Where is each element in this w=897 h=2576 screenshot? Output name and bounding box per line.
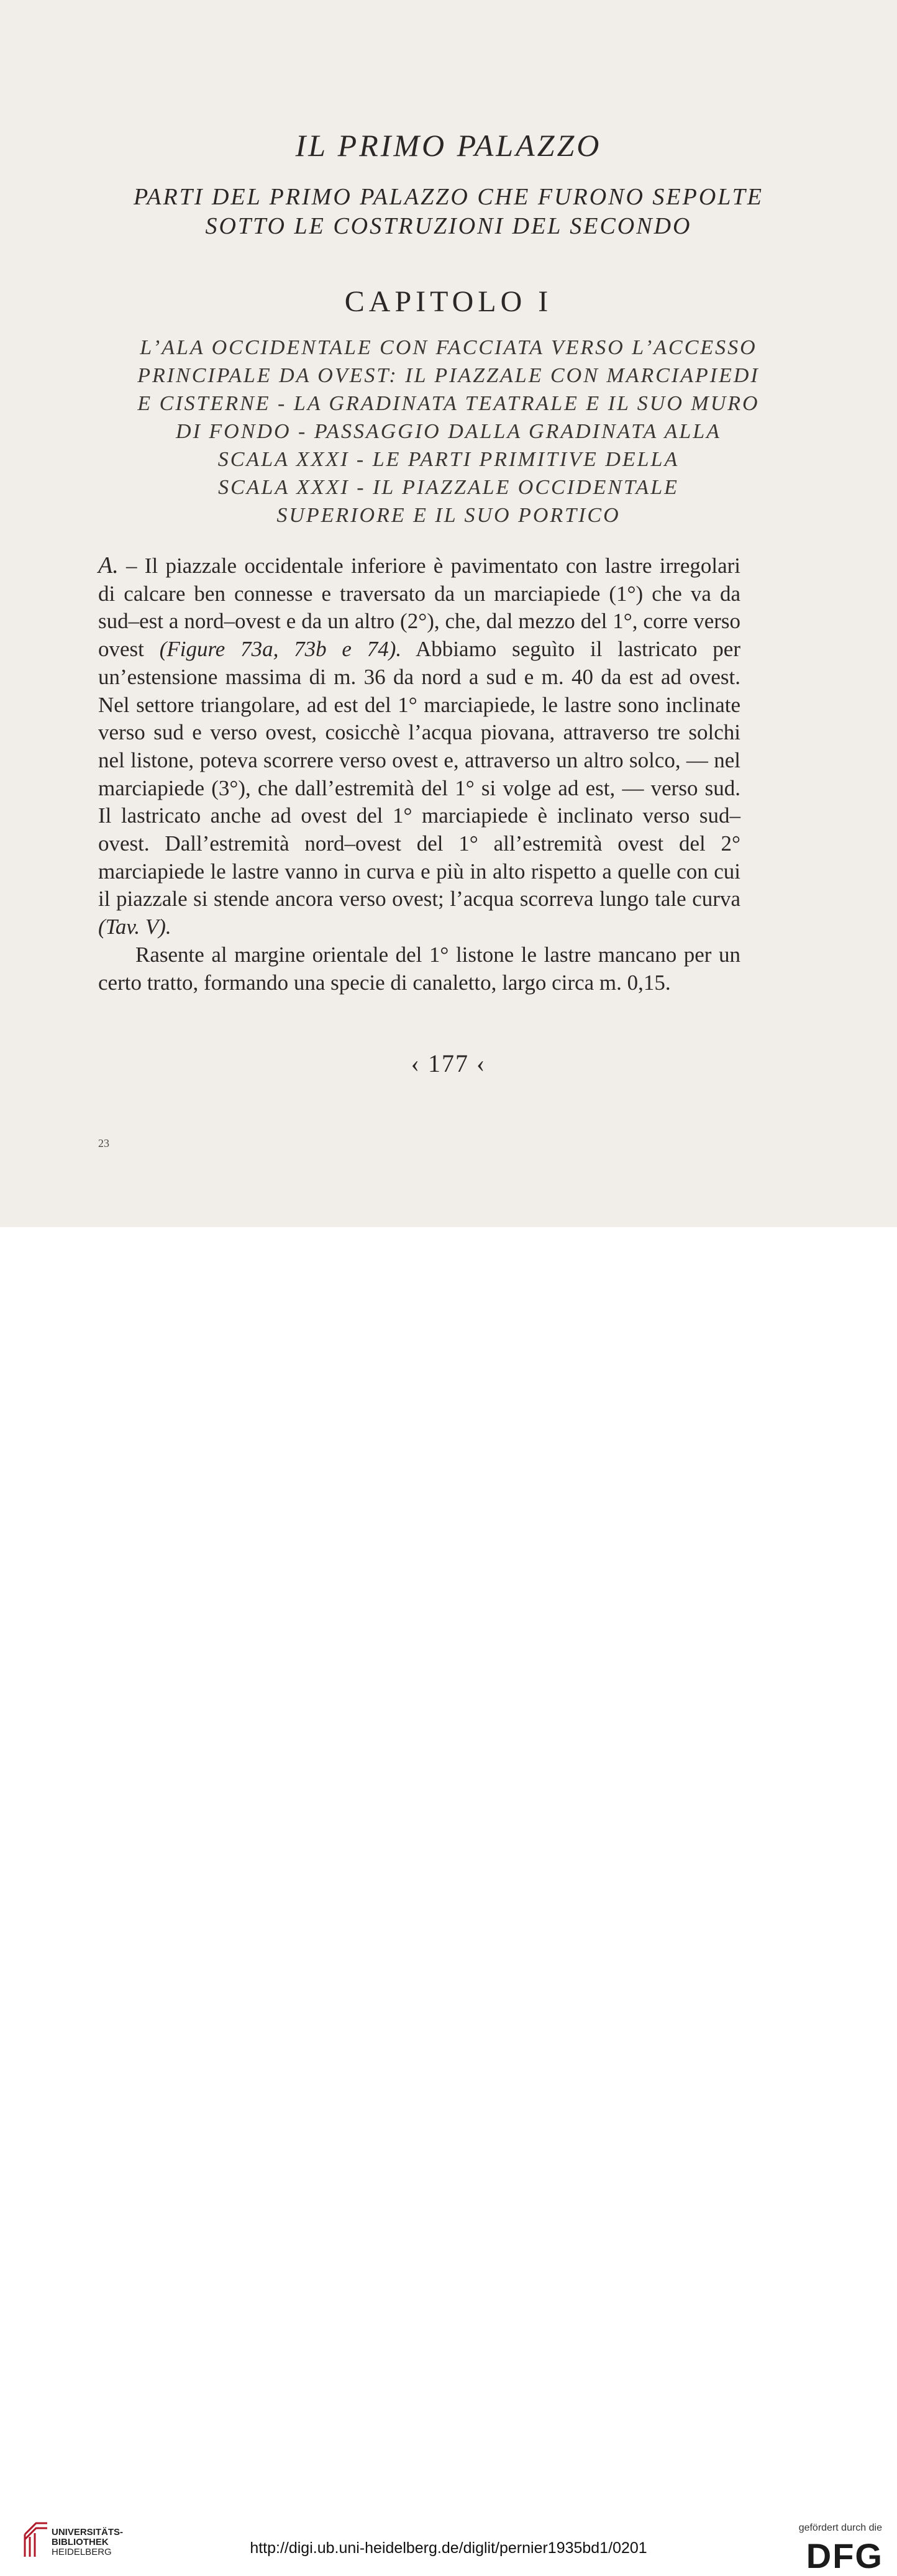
summary-line: L’ALA OCCIDENTALE CON FACCIATA VERSO L’ACCESSO [140, 336, 757, 359]
library-name-line-3: HEIDELBERG [52, 2547, 112, 2557]
summary-line: PRINCIPALE DA OVEST: IL PIAZZALE CON MARCIAPIEDI [137, 364, 760, 387]
page-number: ‹ 177 ‹ [411, 1049, 486, 1077]
summary-line: DI FONDO - PASSAGGIO DALLA GRADINATA ALLA [176, 420, 721, 443]
summary-line: SCALA XXXI - LE PARTI PRIMITIVE DELLA [217, 448, 680, 471]
summary-line: SUPERIORE E IL SUO PORTICO [276, 504, 621, 527]
paragraph-1-text-b: Abbiamo seguìto il lastricato per un’estensione massima di m. 36 da nord a sud e m. 40 da est ad ovest. Nel settore triangolare, ad est del 1° marciapiede, le lastre sono inclinate verso sud e verso ovest, cosicchè l’acqua piovana, attraverso tre solchi nel listone, poteva scorrere verso ovest e, attraverso un altro solco, — nel marciapiede (3°), che dall’estremità del 1° si volge ad est, — verso sud. Il lastricato anche ad ovest del 1° marciapiede è inclinato verso sud–ovest. Dall’estremità nord–ovest del 1° all’estremità ovest del 2° marciapiede le lastre vanno in curva e più in alto rispetto a quelle con cui il piazzale si stende ancora verso ovest; l’acqua scorreva lungo tale curva [98, 637, 740, 911]
chapter-summary [93, 334, 804, 529]
page-title: IL PRIMO PALAZZO [295, 128, 602, 163]
section-letter: A. [98, 552, 119, 578]
paragraph-1-text-a: – Il piazzale occidentale inferiore è pavimentato con lastre irregolari di calcare ben connesse e traversato da un marciapiede (1°) che va da sud–est a nord–ovest e da un altro (2°), che, dal mezzo del 1°, corre verso ovest [98, 554, 740, 662]
figure-reference: (Figure 73a, 73b e 74). [159, 637, 402, 662]
signature-mark: 23 [98, 1137, 109, 1149]
chapter-heading: CAPITOLO I [344, 285, 553, 318]
library-name-line-1: UNIVERSITÄTS- [52, 2527, 124, 2537]
library-name-line-2: BIBLIOTHEK [52, 2537, 109, 2547]
dfg-logo: DFG [806, 2536, 883, 2575]
scanned-page [0, 0, 897, 1227]
summary-line: E CISTERNE - LA GRADINATA TEATRALE E IL SUO MURO [137, 392, 760, 415]
paragraph-2: Rasente al margine orientale del 1° listone le lastre mancano per un certo tratto, formando una specie di canaletto, largo circa m. 0,15. [98, 942, 740, 995]
funding-caption: gefördert durch die [798, 2523, 882, 2533]
source-url-link[interactable]: http://digi.ub.uni-heidelberg.de/diglit/pernier1935bd1/0201 [250, 2539, 647, 2557]
digitization-footer [0, 1227, 897, 2575]
subtitle-line-1: PARTI DEL PRIMO PALAZZO CHE FURONO SEPOLTE [133, 184, 764, 210]
subtitle-line-2: SOTTO LE COSTRUZIONI DEL SECONDO [205, 213, 692, 239]
paragraph-1 [98, 552, 740, 941]
summary-line: SCALA XXXI - IL PIAZZALE OCCIDENTALE [218, 476, 679, 499]
plate-reference: (Tav. V). [98, 915, 171, 939]
body-text [98, 552, 740, 997]
